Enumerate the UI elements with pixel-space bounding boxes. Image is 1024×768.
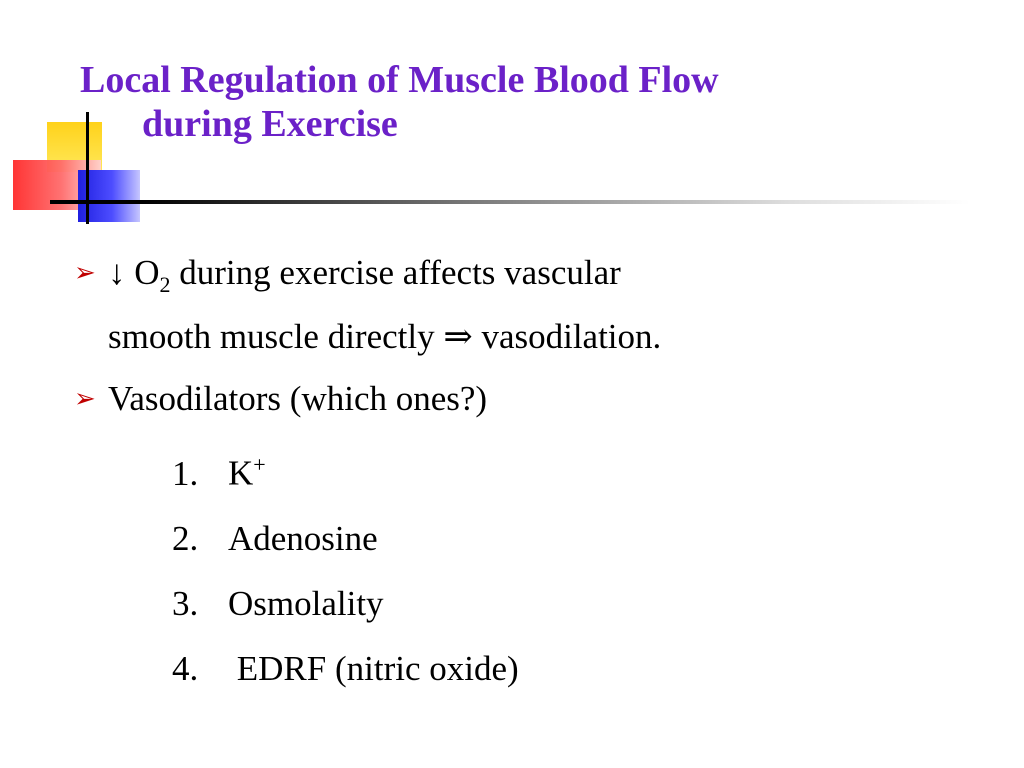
list-superscript: + [253,452,266,477]
bullet-item-1 [74,247,974,363]
list-text: EDRF (nitric oxide) [228,648,519,688]
oxygen-symbol: O [134,253,160,292]
slide-title [80,58,960,146]
bullet-1-text-end: vasodilation. [481,317,662,356]
list-number: 3. [172,583,199,623]
decor-horizontal-rule [50,200,970,204]
title-line-1: Local Regulation of Muscle Blood Flow [80,59,719,101]
numbered-list [172,432,519,701]
arrow-bullet-icon: ➢ [74,258,96,288]
list-text: Adenosine [228,518,378,558]
list-number: 2. [172,518,199,558]
bullet-1-text-line2: smooth muscle directly [108,317,435,356]
implies-arrow-icon: ⇒ [443,317,473,356]
title-line-2: during Exercise [142,103,398,145]
list-item [172,636,519,701]
list-number: 4. [172,648,199,688]
bullet-list [74,247,974,435]
bullet-2-text: Vasodilators (which ones?) [108,379,488,418]
list-text: K [228,453,254,493]
list-number: 1. [172,453,199,493]
oxygen-subscript: 2 [159,272,171,297]
list-item [172,506,519,571]
bullet-1-text-line1: during exercise affects vascular [179,253,621,292]
list-item [172,571,519,636]
arrow-bullet-icon: ➢ [74,384,96,414]
bullet-item-2 [74,373,974,425]
list-text: Osmolality [228,583,384,623]
list-item [172,432,519,506]
down-arrow-icon: ↓ [108,253,126,292]
